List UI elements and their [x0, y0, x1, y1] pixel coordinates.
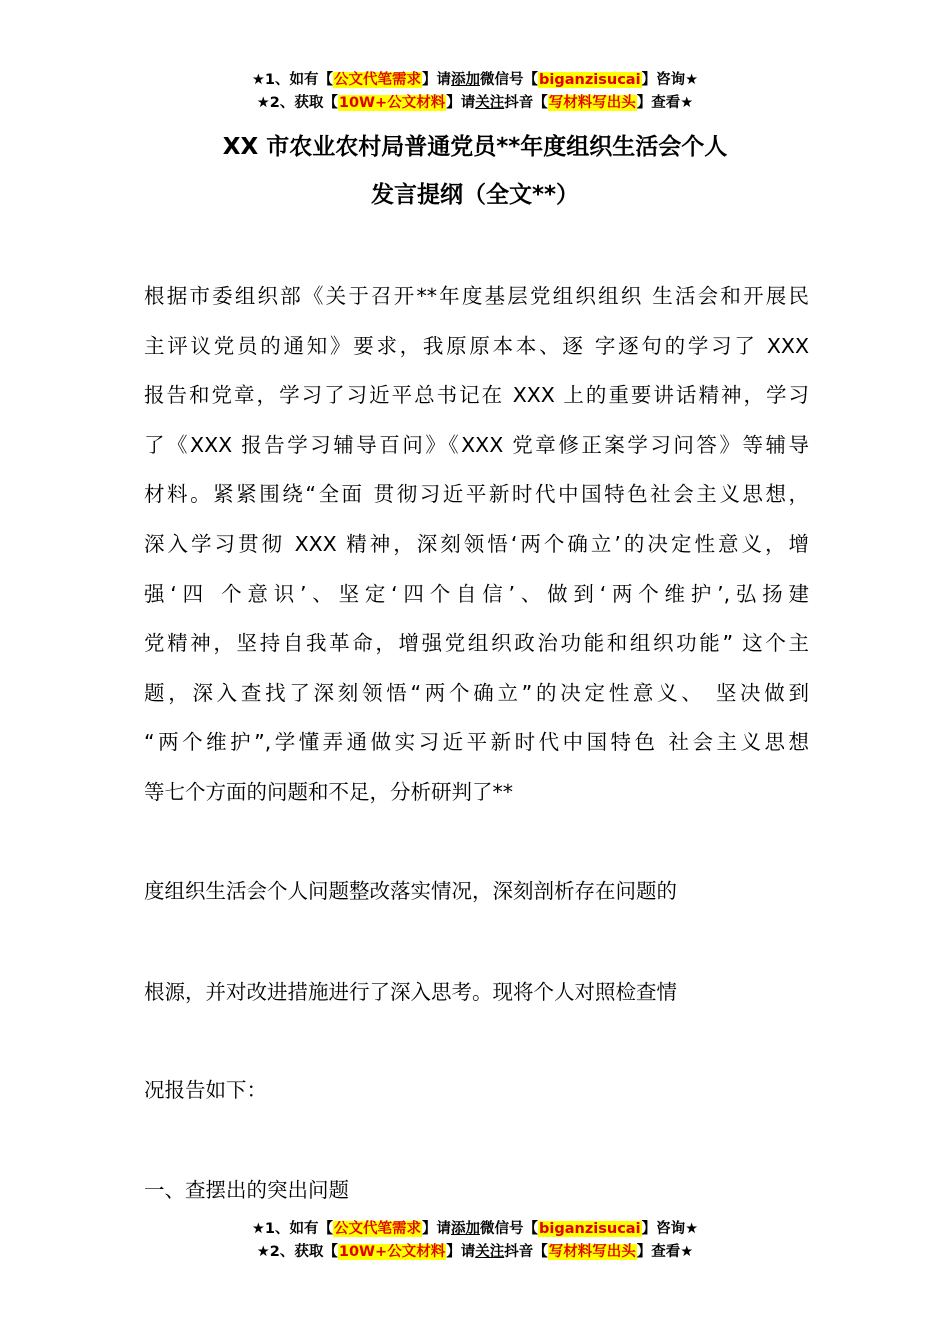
promo-text: ★1、如有【	[251, 72, 334, 88]
promo-text: 微信号【	[480, 72, 539, 88]
promo-banner-top	[0, 69, 950, 115]
paragraph-line: 强‘四 个意识’、坚定‘四个自信’、做到‘两个维护’,弘扬建	[144, 581, 809, 606]
promo-text: 抖音【	[504, 95, 548, 111]
promo-highlight: 公文代笔需求	[334, 72, 422, 88]
promo-highlight: 写材料写出头	[548, 1244, 636, 1260]
promo-underline: 添加	[451, 1221, 481, 1237]
document-title	[0, 123, 950, 219]
paragraph-line: 等七个方面的问题和不足，分析研判了**	[144, 779, 513, 804]
promo-line-1	[0, 69, 950, 92]
paragraph-line: 主评议党员的通知》要求，我原原本本、逐 字逐句的学习了 XXX	[144, 333, 809, 358]
paragraph-line: 根据市委组织部《关于召开**年度基层党组织组织 生活会和开展民	[144, 284, 809, 308]
promo-text: 】咨询★	[641, 1221, 699, 1237]
promo-banner-bottom	[0, 1218, 950, 1264]
promo-text: 】请	[446, 95, 476, 111]
paragraph-3: 根源，并对改进措施进行了深入思考。现将个人对照检查情	[144, 980, 677, 1004]
promo-text: 】请	[446, 1244, 476, 1260]
paragraph-line: 深入学习贯彻 XXX 精神，深刻领悟‘两个确立’的决定性意义，增	[144, 531, 809, 556]
promo-underline: 关注	[475, 1244, 505, 1260]
paragraph-line: 报告和党章，学习了习近平总书记在 XXX 上的重要讲话精神，学习	[144, 383, 809, 408]
promo-line-2	[0, 1241, 950, 1264]
promo-highlight: 公文代笔需求	[334, 1221, 422, 1237]
title-line-1: XX 市农业农村局普通党员**年度组织生活会个人	[222, 134, 728, 160]
promo-line-2	[0, 92, 950, 115]
promo-line-1	[0, 1218, 950, 1241]
title-line-2: 发言提纲（全文**）	[370, 182, 580, 208]
promo-highlight: 写材料写出头	[548, 95, 636, 111]
paragraph-line: 材料。紧紧围绕“全面 贯彻习近平新时代中国特色社会主义思想，	[144, 482, 809, 507]
promo-text: 】咨询★	[641, 72, 699, 88]
promo-highlight: biganzisucai	[539, 72, 641, 88]
section-heading-1: 一、查摆出的突出问题	[144, 1178, 349, 1202]
promo-text: 】请	[422, 1221, 452, 1237]
promo-text: ★2、获取【	[256, 95, 338, 111]
paragraph-4: 况报告如下：	[144, 1078, 267, 1102]
paragraph-line: 党精神，坚持自我革命，增强党组织政治功能和组织功能” 这个主	[144, 631, 809, 656]
paragraph-line: 了《XXX 报告学习辅导百问》《XXX 党章修正案学习问答》等辅导	[144, 432, 809, 457]
promo-highlight: biganzisucai	[539, 1221, 641, 1237]
promo-text: 微信号【	[480, 1221, 539, 1237]
promo-text: ★1、如有【	[251, 1221, 334, 1237]
promo-text: 】请	[422, 72, 452, 88]
promo-text: 抖音【	[504, 1244, 548, 1260]
promo-highlight: 10W+公文材料	[338, 1244, 446, 1260]
promo-text: ★2、获取【	[256, 1244, 338, 1260]
promo-underline: 添加	[451, 72, 481, 88]
paragraph-line: “两个维护”,学懂弄通做实习近平新时代中国特色 社会主义思想	[144, 730, 809, 755]
paragraph-line: 题，深入查找了深刻领悟“两个确立”的决定性意义、 坚决做到	[144, 680, 809, 705]
paragraph-2: 度组织生活会个人问题整改落实情况，深刻剖析存在问题的	[144, 879, 677, 903]
promo-underline: 关注	[475, 95, 505, 111]
promo-highlight: 10W+公文材料	[338, 95, 446, 111]
paragraph-1	[144, 272, 809, 818]
promo-text: 】查看★	[636, 95, 694, 111]
promo-text: 】查看★	[636, 1244, 694, 1260]
